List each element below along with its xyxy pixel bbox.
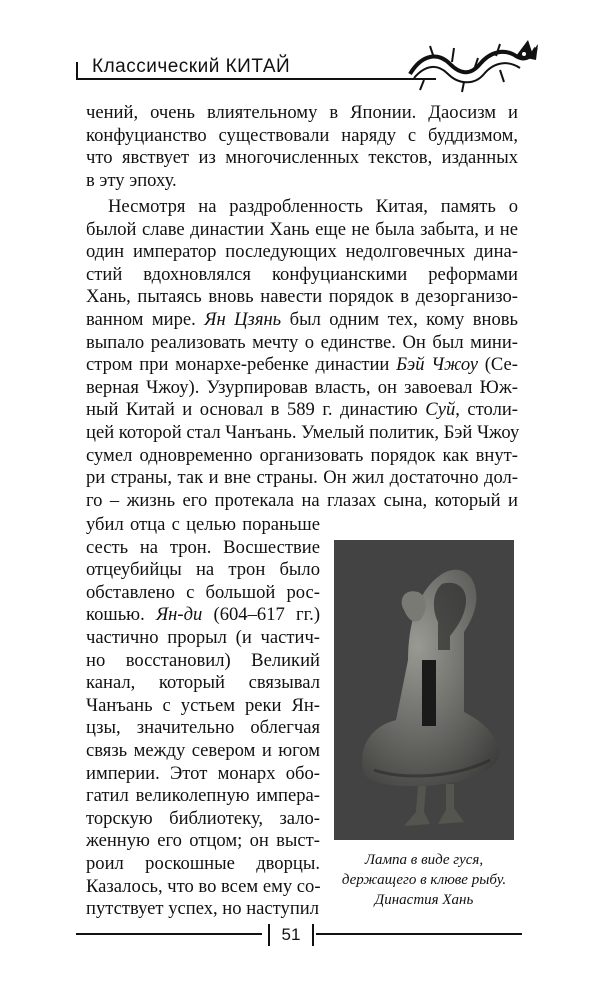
header-title: Классический КИТАЙ [92, 56, 291, 77]
text-line: Хань, пытаясь вновь навести порядок в дезорганизо- [86, 286, 518, 308]
paragraph-2 [86, 196, 518, 512]
text-line: сумел одновременно организовать порядок как внут- [86, 444, 518, 466]
text-line: стром при монархе-ребенке династии Бэй Чжоу (Се- [86, 354, 518, 376]
text-line: женную его отцом; он выст- [86, 830, 320, 852]
text-line: гатил великолепную импера- [86, 785, 320, 807]
text-line: ри страны, так и вне страны. Он жил достаточно дол- [86, 467, 518, 489]
text-line: империи. Этот монарх обо- [86, 762, 320, 784]
running-header [76, 48, 534, 82]
text-line: стий вдохновлялся конфуцианскими реформами [86, 263, 518, 285]
text-line: убил отца с целью пораньше [86, 514, 320, 535]
text-line: Несмотря на раздробленность Китая, память о [108, 196, 518, 217]
text-line: что явствует из многочисленных текстов, изданных [86, 147, 518, 169]
text-line: конфуцианство существовали наряду с буддизмом, [86, 124, 518, 146]
text-line: но восстановил) Великий [86, 649, 320, 671]
goose-lamp-icon [334, 540, 514, 840]
text-line: ный Китай и основал в 589 г. династию Суй, столи- [86, 399, 518, 421]
dragon-icon [404, 34, 540, 94]
text-line: роил роскошные дворцы. [86, 852, 320, 874]
goose-lamp-photo [334, 540, 514, 840]
footer-rule [76, 933, 262, 935]
caption-line: Династия Хань [374, 892, 474, 908]
text-line: в эту эпоху. [86, 169, 177, 191]
text-line: один император последующих недолговечных дина- [86, 241, 518, 263]
page-footer [76, 922, 522, 948]
paragraph-1 [86, 102, 518, 192]
text-line: канал, который связывал [86, 672, 320, 694]
caption-line: Лампа в виде гуся, [364, 852, 484, 868]
text-line: чений, очень влиятельному в Японии. Даосизм и [86, 102, 518, 123]
page-number: 51 [281, 925, 301, 944]
footer-rule [316, 933, 522, 935]
text-line: былой славе династии Хань еще не была забыта, и не [86, 218, 518, 240]
page-number-box [268, 924, 314, 946]
text-line: сесть на трон. Восшествие [86, 536, 320, 558]
header-rule [76, 78, 436, 80]
text-line: путствует успех, но наступил [86, 898, 320, 920]
text-line: частично прорыл (и частич- [86, 626, 320, 648]
text-line: цей которой стал Чанъань. Умелый политик, Бэй Чжоу [86, 421, 520, 443]
text-line: Чанъань с устьем реки Ян- [86, 694, 320, 716]
text-line: связь между севером и югом [86, 739, 320, 761]
text-line: го – жизнь его протекала на глазах сына, который и [86, 489, 518, 511]
text-line: Казалось, что во всем ему со- [86, 875, 321, 897]
text-line: кошью. Ян-ди (604–617 гг.) [86, 604, 321, 626]
text-line: выпало реализовать мечту о единстве. Он был мини- [86, 331, 518, 353]
paragraph-3 [86, 514, 320, 921]
caption-line: держащего в клюве рыбу. [341, 872, 507, 888]
text-line: верная Чжоу). Узурпировав власть, он завоевал Юж- [86, 376, 518, 398]
figure-caption [334, 850, 514, 910]
text-line: цзы, значительно облегчая [86, 717, 320, 739]
text-line: обставлено с большой рос- [86, 581, 320, 603]
text-line: торскую библиотеку, зало- [86, 807, 320, 829]
text-line: ванном мире. Ян Цзянь был одним тех, кому вновь [86, 308, 519, 330]
text-line: отцеубийцы на трон было [86, 559, 320, 581]
